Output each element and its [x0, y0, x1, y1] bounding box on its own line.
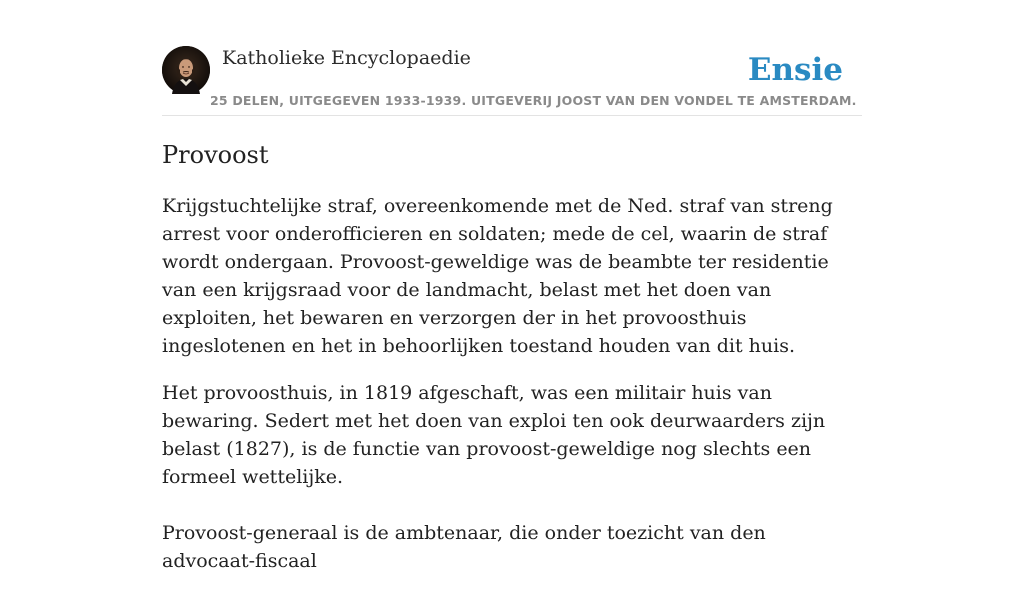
- site-header: [162, 0, 862, 116]
- article-title: Provoost: [162, 141, 269, 169]
- site-title[interactable]: Katholieke Encyclopaedie: [222, 47, 471, 69]
- portrait-avatar-graphic: [162, 46, 210, 94]
- page: [162, 0, 862, 572]
- article-paragraph: Het provoosthuis, in 1819 afgeschaft, was een militair huis van bewaring. Sedert met het doen van exploi ten ook deurwaarders zijn belast (1827), is de functie van provoost-geweldige nog slechts een formeel wettelijke.: [162, 382, 826, 488]
- site-subtitle: 25 DELEN, UITGEGEVEN 1933-1939. UITGEVERIJ JOOST VAN DEN VONDEL TE AMSTERDAM.: [210, 93, 857, 108]
- portrait-avatar-icon[interactable]: [162, 46, 210, 94]
- article-body: [162, 192, 862, 594]
- brand-logo[interactable]: Ensie: [747, 52, 843, 88]
- article-paragraph: Krijgstuchtelijke straf, overeenkomende met de Ned. straf van streng arrest voor onderofficieren en soldaten; mede de cel, waarin de straf wordt ondergaan. Provoost-geweldige was de beambte ter residentie van een krijgsraad voor de landmacht, belast met het doen van exploiten, het bewaren en verzorgen der in het provoosthuis ingeslotenen en het in behoorlijken toestand houden van dit huis.: [162, 195, 833, 357]
- article-paragraph: Provoost-generaal is de ambtenaar, die onder toezicht van den advocaat-fiscaal: [162, 522, 766, 572]
